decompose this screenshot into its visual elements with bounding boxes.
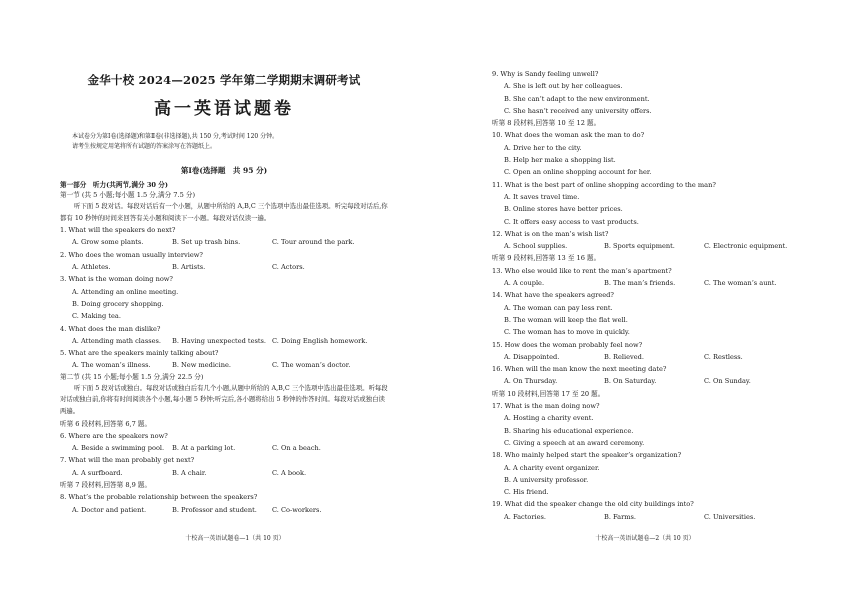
option-row <box>60 442 388 454</box>
section-directions: 听下面 5 段对话。每段对话后有一个小题，从题中所给的 A,B,C 三个选项中选出最佳选项。听完每段对话后,你都有 10 秒钟的时间来回答有关小题和阅读下一小题。每段对话仅读一遍。 <box>60 202 388 222</box>
option: B. Professor and student. <box>172 505 257 514</box>
option: C. Making tea. <box>72 312 121 321</box>
option: B. Sharing his educational experience. <box>504 426 634 435</box>
question-stem: 13. Who else would like to rent the man’s apartment? <box>492 266 672 275</box>
material-note: 听第 8 段材料,回答第 10 至 12 题。 <box>492 119 601 128</box>
option: B. Online stores have better prices. <box>504 205 623 214</box>
option: A. Factories. <box>504 512 546 521</box>
option: B. Artists. <box>172 263 206 272</box>
page-footer: 十校高一英语试题卷—2（共 10 页） <box>595 535 695 542</box>
option: A. A couple. <box>504 279 545 288</box>
section-directions: 听下面 5 段对话或独白。每段对话或独白后有几个小题,从题中所给的 A,B,C 三个选项中选出最佳选项。听每段对话或独白前,你将有时间阅读各个小题,每小题 5 秒钟;听完后,各小题将给出 5 秒钟的作答时间。每段对话或独白读两遍。 <box>60 383 388 415</box>
option-row <box>492 375 824 387</box>
option: C. The woman has to move in quickly. <box>504 328 630 337</box>
option: C. Giving a speech at an award ceremony. <box>504 438 645 447</box>
question-stem: 18. Who mainly helped start the speaker’s organization? <box>492 451 682 460</box>
option: B. Relieved. <box>604 352 644 361</box>
option-row <box>492 351 824 363</box>
question-stem: 2. Who does the woman usually interview? <box>60 250 203 259</box>
option-row <box>60 261 388 273</box>
option: A. She is left out by her colleagues. <box>504 82 623 91</box>
option-row <box>492 511 824 523</box>
material-note: 听第 10 段材料,回答第 17 至 20 题。 <box>492 389 605 398</box>
option-row <box>60 236 388 248</box>
option-row <box>60 335 388 347</box>
question-stem: 10. What does the woman ask the man to do? <box>492 131 645 140</box>
section-title: 第二节 (共 15 小题;每小题 1.5 分,满分 22.5 分) <box>60 372 204 381</box>
material-note: 听第 6 段材料,回答第 6,7 题。 <box>60 419 152 428</box>
instruction-line: 本试卷分为第Ⅰ卷(选择题)和第Ⅱ卷(非选择题),共 150 分,考试时间 120 分钟。 <box>72 133 279 140</box>
option: A. A charity event organizer. <box>504 463 600 472</box>
option: C. A book. <box>272 468 307 477</box>
option: B. The woman will keep the flat well. <box>504 315 628 324</box>
option: B. A university professor. <box>504 475 589 484</box>
question-stem: 14. What have the speakers agreed? <box>492 291 614 300</box>
option-row <box>492 240 824 252</box>
option: C. Open an online shopping account for her. <box>504 168 652 177</box>
material-note: 听第 7 段材料,回答第 8,9 题。 <box>60 481 152 490</box>
option: A. Grow some plants. <box>72 238 144 247</box>
option: B. The man’s friends. <box>604 279 676 288</box>
question-stem: 4. What does the man dislike? <box>60 324 161 333</box>
option: A. The woman’s illness. <box>72 361 151 370</box>
option: B. She can’t adapt to the new environment. <box>504 94 650 103</box>
option: A. Athletes. <box>72 263 111 272</box>
question-stem: 12. What is on the man’s wish list? <box>492 229 609 238</box>
question-stem: 11. What is the best part of online shopping according to the man? <box>492 180 716 189</box>
option-row <box>60 359 388 371</box>
option: B. A chair. <box>172 468 207 477</box>
paper-title: 高一英语试题卷 <box>154 99 294 119</box>
option: C. Restless. <box>704 352 743 361</box>
material-note: 听第 9 段材料,回答第 13 至 16 题。 <box>492 254 601 263</box>
option: C. The woman’s doctor. <box>272 361 351 370</box>
option: A. Disappointed. <box>504 352 560 361</box>
option-row <box>492 277 824 289</box>
option: C. The woman’s aunt. <box>704 279 777 288</box>
option: C. Tour around the park. <box>272 238 355 247</box>
question-stem: 17. What is the man doing now? <box>492 402 600 411</box>
option: B. Help her make a shopping list. <box>504 156 616 165</box>
question-stem: 6. Where are the speakers now? <box>60 431 168 440</box>
option: C. Universities. <box>704 512 756 521</box>
option: A. It saves travel time. <box>504 192 580 201</box>
option: B. Doing grocery shopping. <box>72 299 164 308</box>
question-stem: 15. How does the woman probably feel now? <box>492 340 643 349</box>
option: B. Sports equipment. <box>604 242 675 251</box>
option: C. On a beach. <box>272 444 321 453</box>
option: C. His friend. <box>504 488 549 497</box>
instruction-line: 请考生按规定用笔将所有试题的答案涂写在答题纸上。 <box>72 143 217 150</box>
option: A. Hosting a charity event. <box>504 414 594 423</box>
option: B. Set up trash bins. <box>172 238 241 247</box>
question-stem: 1. What will the speakers do next? <box>60 226 176 235</box>
question-stem: 9. Why is Sandy feeling unwell? <box>492 70 599 78</box>
option: C. Actors. <box>272 263 305 272</box>
option: C. Electronic equipment. <box>704 242 788 251</box>
option: B. New medicine. <box>172 361 231 370</box>
option: A. A surfboard. <box>72 468 123 477</box>
question-stem: 7. What will the man probably get next? <box>60 456 195 465</box>
question-stem: 8. What’s the probable relationship between the speakers? <box>60 493 258 502</box>
option: A. Drive her to the city. <box>504 143 582 152</box>
option: A. Beside a swimming pool. <box>72 444 165 453</box>
page-footer: 十校高一英语试题卷—1（共 10 页） <box>185 535 285 542</box>
page-2-content <box>492 68 824 523</box>
option: A. School supplies. <box>504 242 568 251</box>
exam-page-2 <box>430 0 860 608</box>
option: A. Attending math classes. <box>72 336 161 345</box>
option: B. On Saturday. <box>604 377 657 386</box>
option: C. She hasn’t received any university offers. <box>504 106 652 115</box>
option: B. At a parking lot. <box>172 444 236 453</box>
option: B. Farms. <box>604 512 636 521</box>
option-row <box>60 467 388 479</box>
question-stem: 3. What is the woman doing now? <box>60 275 173 284</box>
option: C. Doing English homework. <box>272 336 368 345</box>
section-title: 第一节 (共 5 小题;每小题 1.5 分,满分 7.5 分) <box>60 191 196 199</box>
page-1-content <box>60 60 388 516</box>
option: A. The woman can pay less rent. <box>504 303 613 312</box>
exam-title: 金华十校 2024—2025 学年第二学期期末调研考试 <box>87 73 361 87</box>
option: B. Having unexpected tests. <box>172 336 266 345</box>
option: C. Co-workers. <box>272 505 322 514</box>
question-stem: 19. What did the speaker change the old city buildings into? <box>492 500 694 509</box>
option: A. Attending an online meeting. <box>72 287 179 296</box>
part-title: 第一部分 听力(共两节,满分 30 分) <box>60 181 169 189</box>
volume-title: 第Ⅰ卷(选择题 共 95 分) <box>180 166 268 175</box>
option: C. It offers easy access to vast products. <box>504 217 639 226</box>
question-stem: 5. What are the speakers mainly talking about? <box>60 349 219 358</box>
option: A. Doctor and patient. <box>72 505 147 514</box>
option: A. On Thursday. <box>504 377 558 386</box>
option: C. On Sunday. <box>704 377 751 386</box>
question-stem: 16. When will the man know the next meeting date? <box>492 365 667 374</box>
option-row <box>60 504 388 516</box>
